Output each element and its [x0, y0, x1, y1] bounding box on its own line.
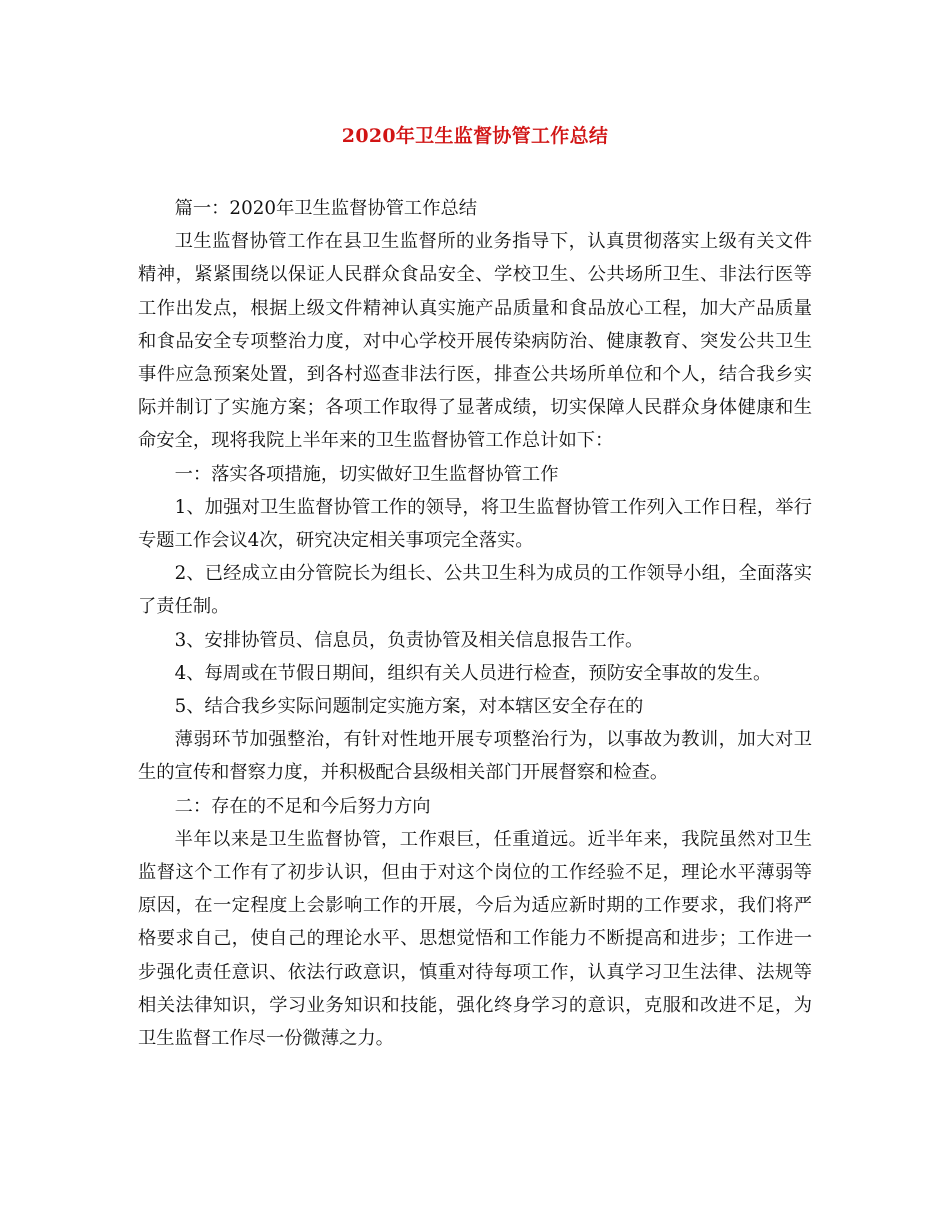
paragraph-heading-shortcomings: 二：存在的不足和今后努力方向	[174, 795, 431, 817]
paragraph-item-5-continued: 薄弱环节加强整治，有针对性地开展专项整治行为，以事故为教训，加大对卫生的宣传和督察力度，并积极配合县级相关部门开展督察和检查。	[138, 729, 812, 784]
paragraph-item-4: 4、每周或在节假日期间，组织有关人员进行检查，预防安全事故的发生。	[174, 662, 772, 684]
paragraph-section-heading-1: 篇一：2020年卫生监督协管工作总结	[174, 198, 478, 219]
paragraph-item-2: 2、已经成立由分管院长为组长、公共卫生科为成员的工作领导小组，全面落实了责任制。	[138, 563, 812, 618]
paragraph-heading-measures: 一：落实各项措施，切实做好卫生监督协管工作	[174, 463, 559, 485]
paragraph-conclusion: 半年以来是卫生监督协管，工作艰巨，任重道远。近半年来，我院虽然对卫生监督这个工作有了初步认识，但由于对这个岗位的工作经验不足，理论水平薄弱等原因，在一定程度上会影响工作的开展，今后为适应新时期的工作要求，我们将严格要求自己，使自己的理论水平、思想觉悟和工作能力不断提高和进步；工作进一步强化责任意识、依法行政意识，慎重对待每项工作，认真学习卫生法律、法规等相关法律知识，学习业务知识和技能，强化终身学习的意识，克服和改进不足，为卫生监督工作尽一份微薄之力。	[138, 828, 812, 1050]
paragraph-intro: 卫生监督协管工作在县卫生监督所的业务指导下，认真贯彻落实上级有关文件精神，紧紧围绕以保证人民群众食品安全、学校卫生、公共场所卫生、非法行医等工作出发点，根据上级文件精神认真实施产品质量和食品放心工程，加大产品质量和食品安全专项整治力度，对中心学校开展传染病防治、健康教育、突发公共卫生事件应急预案处置，到各村巡查非法行医，排查公共场所单位和个人，结合我乡实际并制订了实施方案；各项工作取得了显著成绩，切实保障人民群众身体健康和生命安全，现将我院上半年来的卫生监督协管工作总计如下：	[138, 231, 812, 452]
document-body	[138, 192, 812, 1055]
paragraph-item-5: 5、结合我乡实际问题制定实施方案，对本辖区安全存在的	[174, 696, 644, 718]
paragraph-item-3: 3、安排协管员、信息员，负责协管及相关信息报告工作。	[174, 629, 644, 651]
document-title: 2020年卫生监督协管工作总结	[341, 125, 609, 147]
paragraph-item-1: 1、加强对卫生监督协管工作的领导，将卫生监督协管工作列入工作日程，举行专题工作会议4次，研究决定相关事项完全落实。	[138, 496, 812, 552]
